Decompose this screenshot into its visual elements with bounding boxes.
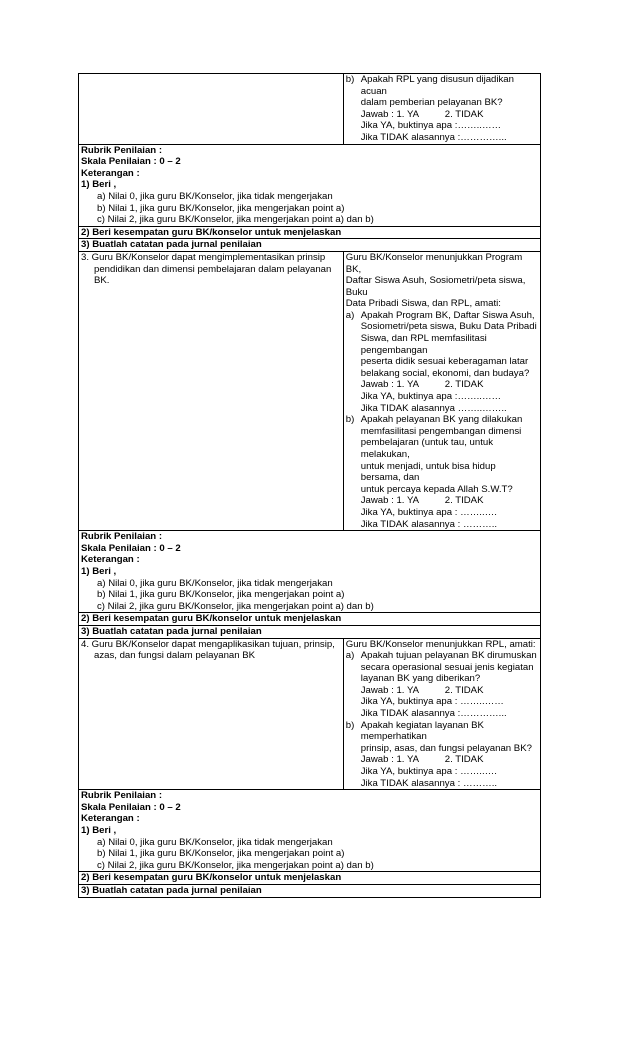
criterion-text: BK. xyxy=(94,275,110,287)
intro-text: Data Pribadi Siswa, dan RPL, amati: xyxy=(345,298,501,310)
criterion-text: 4. Guru BK/Konselor dapat mengaplikasikan tujuan, prinsip, xyxy=(81,638,335,650)
ya-evidence-line: Jika YA, buktinya apa :……..…… xyxy=(360,391,502,403)
item-letter: b) xyxy=(345,719,355,731)
rubric-item-a: a) Nilai 0, jika guru BK/Konselor, jika tidak mengerjakan xyxy=(97,836,333,848)
answer-tidak: 2. TIDAK xyxy=(444,754,484,766)
ya-evidence-line: Jika YA, buktinya apa : ……..…. xyxy=(360,506,497,518)
rubric-point-2: 2) Beri kesempatan guru BK/konselor untuk menjelaskan xyxy=(79,226,541,239)
question-text: untuk menjadi, untuk bisa hidup bersama, dan xyxy=(360,460,496,484)
answer-ya: Jawab : 1. YA xyxy=(360,495,420,507)
empty-cell xyxy=(79,74,344,145)
question-item xyxy=(346,720,538,790)
rubric-scale: Skala Penilaian : 0 – 2 xyxy=(81,801,181,813)
answer-ya: Jawab : 1. YA xyxy=(360,684,420,696)
table-row xyxy=(79,638,541,790)
table-row xyxy=(79,872,541,885)
answer-ya: Jawab : 1. YA xyxy=(360,754,420,766)
table-row xyxy=(79,74,541,145)
rubric-item-c: c) Nilai 2, jika guru BK/Konselor, jika mengerjakan point a) dan b) xyxy=(97,859,374,871)
tidak-reason-line: Jika TIDAK alasannya :…………... xyxy=(360,131,507,143)
tidak-reason-line: Jika TIDAK alasannya : ……….. xyxy=(360,518,498,530)
tidak-reason-line: Jika TIDAK alasannya :…………... xyxy=(360,708,507,720)
question-text: Apakah pelayanan BK yang dilakukan xyxy=(360,414,523,426)
rubric-scale: Skala Penilaian : 0 – 2 xyxy=(81,156,181,168)
observation-cell xyxy=(343,74,540,145)
question-text: Apakah kegiatan layanan BK memperhatikan xyxy=(360,719,484,743)
rubric-title: Rubrik Penilaian : xyxy=(81,531,163,543)
criterion-text: pendidikan dan dimensi pembelajaran dalam pelayanan xyxy=(94,263,332,275)
criterion-text: azas, dan fungsi dalam pelayanan BK xyxy=(94,650,256,662)
question-text: Siswa, dan RPL memfasilitasi pengembangan xyxy=(360,333,487,356)
question-text: prinsip, asas, dan fungsi pelayanan BK? xyxy=(360,742,532,754)
rubric-cell xyxy=(79,790,541,872)
rubric-item-b: b) Nilai 1, jika guru BK/Konselor, jika mengerjakan point a) xyxy=(97,848,345,860)
question-text: layanan BK yang diberikan? xyxy=(360,673,481,685)
question-item xyxy=(346,650,538,720)
observation-cell xyxy=(343,638,540,790)
table-row xyxy=(79,790,541,872)
answer-ya: Jawab : 1. YA xyxy=(360,108,420,120)
answer-tidak: 2. TIDAK xyxy=(444,684,484,696)
tidak-reason-line: Jika TIDAK alasannya ……..…….. xyxy=(360,402,507,414)
ya-evidence-line: Jika YA, buktinya apa : ……..…. xyxy=(360,766,497,778)
rubric-note: Keterangan : xyxy=(81,167,140,179)
rubric-beri: 1) Beri , xyxy=(81,565,117,577)
rubric-item-b: b) Nilai 1, jika guru BK/Konselor, jika mengerjakan point a) xyxy=(97,202,345,214)
rubric-point-2: 2) Beri kesempatan guru BK/konselor untuk menjelaskan xyxy=(79,613,541,626)
question-text: dalam pemberian pelayanan BK? xyxy=(360,97,503,109)
table-row xyxy=(79,226,541,239)
intro-text: Guru BK/Konselor menunjukkan RPL, amati: xyxy=(345,638,536,650)
answer-tidak: 2. TIDAK xyxy=(444,379,484,391)
ya-evidence-line: Jika YA, buktinya apa :……..…… xyxy=(360,120,502,132)
table-row xyxy=(79,251,541,530)
item-letter: a) xyxy=(345,309,355,321)
item-letter: b) xyxy=(345,414,355,426)
rubric-point-3: 3) Buatlah catatan pada jurnal penilaian xyxy=(79,625,541,638)
question-text: belakang social, ekonomi, dan budaya? xyxy=(360,367,530,379)
answer-ya: Jawab : 1. YA xyxy=(360,379,420,391)
criterion-cell xyxy=(79,251,344,530)
rubric-cell xyxy=(79,531,541,613)
question-text: secara operasional sesuai jenis kegiatan xyxy=(360,661,534,673)
answer-tidak: 2. TIDAK xyxy=(444,108,484,120)
criterion-cell xyxy=(79,638,344,790)
item-letter: b) xyxy=(345,74,355,85)
rubric-title: Rubrik Penilaian : xyxy=(81,144,163,156)
item-letter: a) xyxy=(345,650,355,662)
rubric-beri: 1) Beri , xyxy=(81,179,117,191)
question-text: Apakah tujuan pelayanan BK dirumuskan xyxy=(360,650,537,662)
table-row xyxy=(79,625,541,638)
question-text: memfasilitasi pengembangan dimensi xyxy=(360,425,522,437)
answer-tidak: 2. TIDAK xyxy=(444,495,484,507)
question-text: Apakah RPL yang disusun dijadikan acuan xyxy=(360,74,514,97)
ya-evidence-line: Jika YA, buktinya apa : ……..…… xyxy=(360,696,504,708)
rubric-item-c: c) Nilai 2, jika guru BK/Konselor, jika mengerjakan point a) dan b) xyxy=(97,600,374,612)
table-row xyxy=(79,144,541,226)
rubric-beri: 1) Beri , xyxy=(81,825,117,836)
rubric-scale: Skala Penilaian : 0 – 2 xyxy=(81,542,181,554)
tidak-reason-line: Jika TIDAK alasannya : ……….. xyxy=(360,777,498,789)
rubric-point-2: 2) Beri kesempatan guru BK/konselor untuk menjelaskan xyxy=(79,872,541,885)
question-item xyxy=(346,74,538,144)
rubric-item-a: a) Nilai 0, jika guru BK/Konselor, jika tidak mengerjakan xyxy=(97,190,333,202)
rubric-title: Rubrik Penilaian : xyxy=(81,790,163,802)
question-text: Apakah Program BK, Daftar Siswa Asuh, xyxy=(360,309,535,321)
table-row xyxy=(79,531,541,613)
question-text: peserta didik sesuai keberagaman latar xyxy=(360,356,529,368)
table-row xyxy=(79,239,541,252)
question-item xyxy=(346,310,538,414)
table-row xyxy=(79,884,541,897)
criterion-text: 3. Guru BK/Konselor dapat mengimplementasikan prinsip xyxy=(81,251,326,263)
question-text: pembelajaran (untuk tau, untuk melakukan, xyxy=(360,437,493,460)
rubric-note: Keterangan : xyxy=(81,554,140,566)
rubric-item-b: b) Nilai 1, jika guru BK/Konselor, jika mengerjakan point a) xyxy=(97,589,345,601)
assessment-table xyxy=(78,73,541,898)
intro-text: Guru BK/Konselor menunjukkan Program BK, xyxy=(345,251,523,275)
table-row xyxy=(79,613,541,626)
rubric-item-c: c) Nilai 2, jika guru BK/Konselor, jika mengerjakan point a) dan b) xyxy=(97,214,374,226)
rubric-cell xyxy=(79,144,541,226)
question-text: Sosiometri/peta siswa, Buku Data Pribadi xyxy=(360,321,537,333)
question-item xyxy=(346,414,538,530)
rubric-point-3: 3) Buatlah catatan pada jurnal penilaian xyxy=(79,884,541,897)
rubric-note: Keterangan : xyxy=(81,813,140,825)
question-text: untuk percaya kepada Allah S.W.T? xyxy=(360,483,513,495)
observation-cell xyxy=(343,251,540,530)
rubric-point-3: 3) Buatlah catatan pada jurnal penilaian xyxy=(79,239,541,252)
rubric-item-a: a) Nilai 0, jika guru BK/Konselor, jika tidak mengerjakan xyxy=(97,577,333,589)
intro-text: Daftar Siswa Asuh, Sosiometri/peta siswa, Buku xyxy=(345,275,526,298)
